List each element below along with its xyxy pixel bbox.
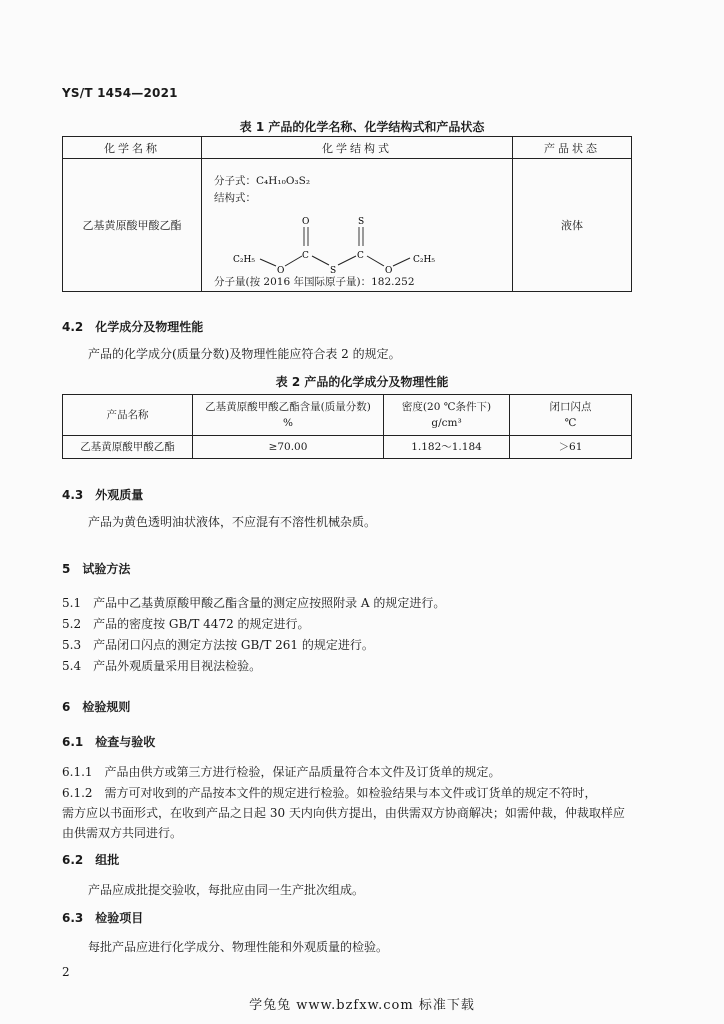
table2-header-content [193, 395, 384, 436]
bond-4 [338, 256, 356, 265]
bond-3 [312, 256, 329, 265]
bond-1 [260, 259, 276, 266]
bond-5 [367, 256, 384, 266]
structure-label: 结构式： [214, 192, 256, 204]
section-6-1-1: 6.1.1 产品由供方或第三方进行检验，保证产品质量符合本文件及订货单的规定。 [62, 765, 501, 779]
molecular-formula: 分子式：C₄H₁₀O₃S₂ [214, 175, 311, 187]
section-4-3-text: 产品为黄色透明油状液体，不应混有不溶性机械杂质。 [88, 515, 377, 529]
sulfur-top-label: S [358, 217, 365, 227]
table2-caption: 表 2 产品的化学成分及物理性能 [275, 375, 449, 389]
section-5-3: 5.3 产品闭口闪点的测定方法按 GB/T 261 的规定进行。 [62, 638, 374, 652]
ethyl-left-label: C₂H₅ [233, 255, 255, 265]
section-5-1: 5.1 产品中乙基黄原酸甲酸乙酯含量的测定应按照附录 A 的规定进行。 [62, 596, 446, 610]
section-4-3-heading: 4.3 外观质量 [62, 488, 144, 502]
bond-2 [285, 256, 302, 266]
table2-header-density-label: 密度(20 ℃条件下) [401, 401, 492, 413]
bond-6 [393, 258, 410, 266]
table1-header-structure: 化学结构式 [202, 137, 513, 159]
section-6-1-2-line-3: 由供需双方共同进行。 [62, 826, 183, 840]
table1-header-name: 化学名称 [63, 137, 202, 159]
oxygen-top-label: O [302, 217, 310, 227]
table1-header-state: 产品状态 [513, 137, 632, 159]
oxygen-right-label: O [385, 266, 393, 275]
section-6-2-heading: 6.2 组批 [62, 853, 120, 867]
table1 [62, 136, 632, 292]
section-6-1-heading: 6.1 检查与验收 [62, 735, 156, 749]
table1-caption: 表 1 产品的化学名称、化学结构式和产品状态 [239, 120, 485, 134]
molecular-weight: 分子量(按 2016 年国际原子量)：182.252 [214, 276, 415, 288]
table2-cell-content: ≥70.00 [193, 436, 384, 459]
section-6-3-text: 每批产品应进行化学成分、物理性能和外观质量的检验。 [88, 940, 389, 954]
section-6-1-2-line-1: 6.1.2 需方可对收到的产品按本文件的规定进行检验。如检验结果与本文件或订货单的规定不符时， [62, 786, 597, 800]
section-4-2-text: 产品的化学成分(质量分数)及物理性能应符合表 2 的规定。 [88, 347, 401, 361]
table2-cell-flash: ＞61 [510, 436, 632, 459]
carbon-1-label: C [302, 251, 309, 261]
section-5-heading: 5 试验方法 [62, 562, 131, 576]
page-number: 2 [62, 965, 70, 979]
carbon-2-label: C [357, 251, 364, 261]
standard-number: YS/T 1454—2021 [62, 86, 178, 100]
table2-header-density-unit: g/cm³ [431, 417, 462, 429]
structural-formula-diagram [222, 203, 492, 275]
table1-cell-name: 乙基黄原酸甲酸乙酯 [63, 159, 202, 292]
oxygen-left-label: O [277, 266, 285, 275]
footer-watermark: 学兔兔 www.bzfxw.com 标准下载 [249, 998, 475, 1013]
table2-header-density [384, 395, 510, 436]
sulfur-mid-label: S [330, 266, 337, 275]
table2-header-content-unit: % [283, 417, 293, 429]
table2-header-name: 产品名称 [63, 395, 193, 436]
table2-cell-density: 1.182～1.184 [384, 436, 510, 459]
table1-cell-structure [202, 159, 513, 292]
table2-header-flash-label: 闭口闪点 [549, 401, 592, 413]
section-4-2-heading: 4.2 化学成分及物理性能 [62, 320, 204, 334]
section-6-heading: 6 检验规则 [62, 700, 131, 714]
table2-header-flash-unit: ℃ [564, 417, 577, 429]
table2-header-content-label: 乙基黄原酸甲酸乙酯含量(质量分数) [205, 401, 371, 413]
section-6-1-2-line-2: 需方应以书面形式，在收到产品之日起 30 天内向供方提出，由供需双方协商解决；如需仲裁，仲裁取样应 [62, 806, 625, 820]
ethyl-right-label: C₂H₅ [413, 255, 435, 265]
section-6-2-text: 产品应成批提交验收，每批应由同一生产批次组成。 [88, 883, 365, 897]
table2-cell-name: 乙基黄原酸甲酸乙酯 [63, 436, 193, 459]
section-5-4: 5.4 产品外观质量采用目视法检验。 [62, 659, 262, 673]
table1-cell-state: 液体 [513, 159, 632, 292]
section-6-3-heading: 6.3 检验项目 [62, 911, 144, 925]
section-5-2: 5.2 产品的密度按 GB/T 4472 的规定进行。 [62, 617, 310, 631]
table2-header-flash [510, 395, 632, 436]
table2 [62, 394, 632, 459]
